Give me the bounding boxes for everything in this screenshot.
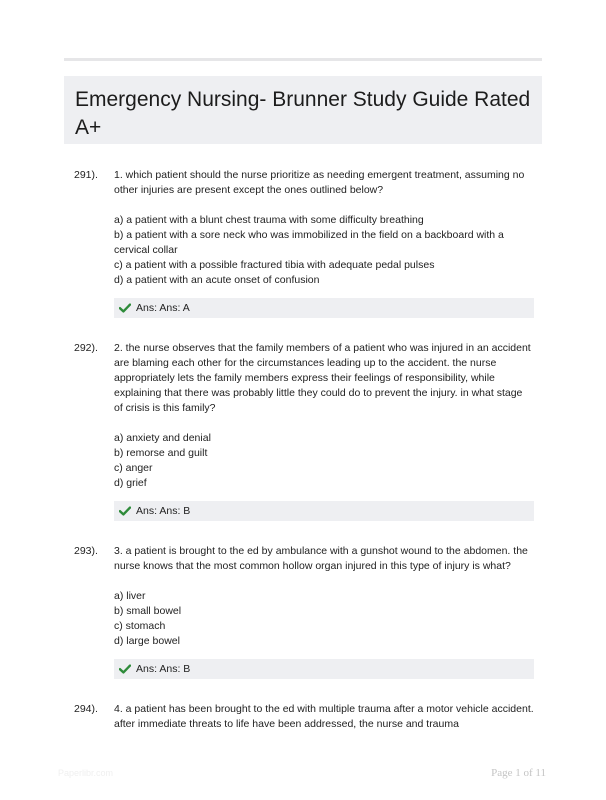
question-text: 1. which patient should the nurse prioritize as needing emergent treatment, assuming no other injuries are present except the ones outlined below?	[114, 169, 525, 196]
question-number: 294).	[74, 703, 98, 715]
answer-text: Ans: Ans: B	[136, 505, 191, 517]
question-text: 2. the nurse observes that the family members of a patient who was injured in an accident are blaming each other for the circumstances leading up to the accident. the nurse appropriately lets the family members express their feelings of responsibility, while explaining that there was probably little they could do to prevent the injury. in what stage of crisis is this family?	[114, 342, 531, 414]
answer-text: Ans: Ans: A	[136, 302, 190, 314]
option-c: c) stomach	[114, 620, 166, 632]
answer-text: Ans: Ans: B	[136, 663, 191, 675]
option-d: d) large bowel	[114, 635, 180, 647]
question-body	[114, 341, 534, 521]
option-b: b) remorse and guilt	[114, 447, 208, 459]
question-text: 4. a patient has been brought to the ed with multiple trauma after a motor vehicle accident. after immediate threats to life have been addressed, the nurse and trauma	[114, 703, 534, 730]
question-body	[114, 702, 534, 732]
option-a: a) anxiety and denial	[114, 432, 211, 444]
question-text: 3. a patient is brought to the ed by ambulance with a gunshot wound to the abdomen. the nurse knows that the most common hollow organ injured in this type of injury is what?	[114, 545, 528, 572]
check-icon	[119, 664, 131, 674]
question-number: 291).	[74, 169, 98, 181]
page-title: Emergency Nursing- Brunner Study Guide Rated A+	[75, 88, 531, 139]
answer-box	[114, 501, 534, 521]
option-list	[114, 431, 534, 491]
option-c: c) anger	[114, 462, 153, 474]
option-b: b) a patient with a sore neck who was immobilized in the field on a backboard with a cervical collar	[114, 229, 504, 256]
page-indicator: Page 1 of 11	[491, 767, 546, 779]
option-d: d) a patient with an acute onset of confusion	[114, 274, 320, 286]
option-b: b) small bowel	[114, 605, 182, 617]
option-a: a) liver	[114, 590, 146, 602]
option-a: a) a patient with a blunt chest trauma with some difficulty breathing	[114, 214, 424, 226]
footer-site: Paperlibr.com	[58, 768, 114, 778]
question-number: 292).	[74, 342, 98, 354]
question-body	[114, 544, 534, 679]
option-c: c) a patient with a possible fractured tibia with adequate pedal pulses	[114, 259, 435, 271]
title-banner	[64, 76, 542, 144]
option-d: d) grief	[114, 477, 147, 489]
answer-box	[114, 659, 534, 679]
question-body	[114, 168, 534, 318]
check-icon	[119, 506, 131, 516]
check-icon	[119, 303, 131, 313]
question-number: 293).	[74, 545, 98, 557]
option-list	[114, 589, 534, 649]
option-list	[114, 213, 534, 288]
answer-box	[114, 298, 534, 318]
top-divider	[64, 58, 542, 61]
